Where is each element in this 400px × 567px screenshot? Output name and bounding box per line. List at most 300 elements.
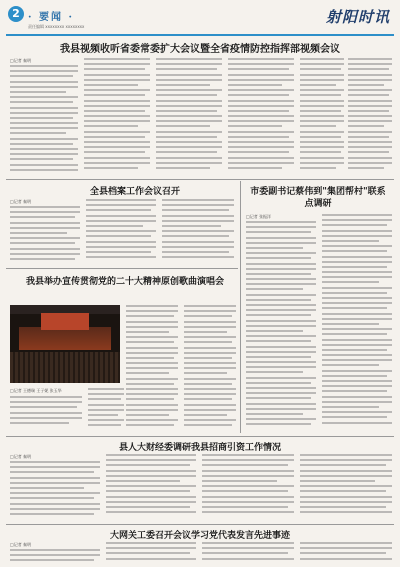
body-text-line bbox=[348, 131, 392, 133]
body-text-line bbox=[86, 204, 156, 206]
body-text-line bbox=[300, 162, 344, 164]
body-text-line bbox=[300, 496, 392, 498]
body-text-line bbox=[322, 411, 392, 413]
body-text-line bbox=[202, 511, 294, 513]
article-byline: □记者 秦明 bbox=[10, 454, 32, 459]
body-text-line bbox=[10, 127, 78, 129]
body-text-line bbox=[300, 501, 392, 503]
body-text-line bbox=[126, 367, 178, 369]
body-text-line bbox=[322, 370, 392, 372]
body-text-line bbox=[228, 79, 294, 81]
article-body bbox=[300, 58, 344, 176]
audience bbox=[10, 352, 120, 383]
body-text-line bbox=[156, 84, 210, 86]
body-text-line bbox=[184, 326, 236, 328]
body-text-line bbox=[246, 314, 311, 316]
body-text-line bbox=[126, 305, 178, 307]
body-text-line bbox=[322, 276, 392, 278]
body-text-line bbox=[156, 136, 217, 138]
article-body bbox=[10, 461, 100, 521]
stage-screen bbox=[41, 313, 89, 330]
body-text-line bbox=[184, 310, 236, 312]
body-text-line bbox=[228, 167, 282, 169]
body-text-line bbox=[322, 224, 387, 226]
article-headline: 我县视频收听省委常委扩大会议暨全省疫情防控指挥部视频会议 bbox=[60, 44, 340, 55]
body-text-line bbox=[300, 115, 344, 117]
body-text-line bbox=[228, 157, 294, 159]
body-text-line bbox=[106, 485, 196, 487]
body-text-line bbox=[126, 393, 178, 395]
body-text-line bbox=[84, 141, 150, 143]
body-text-line bbox=[202, 552, 288, 554]
body-text-line bbox=[10, 242, 75, 244]
body-text-line bbox=[10, 466, 100, 468]
body-text-line bbox=[84, 110, 145, 112]
body-text-line bbox=[184, 315, 232, 317]
body-text-line bbox=[10, 138, 78, 140]
body-text-line bbox=[300, 547, 392, 549]
body-text-line bbox=[322, 313, 392, 315]
body-text-line bbox=[106, 480, 180, 482]
body-text-line bbox=[246, 418, 316, 420]
body-text-line bbox=[126, 404, 178, 406]
body-text-line bbox=[322, 422, 392, 424]
body-text-line bbox=[246, 283, 316, 285]
body-text-line bbox=[126, 414, 169, 416]
body-text-line bbox=[156, 125, 210, 127]
body-text-line bbox=[10, 122, 78, 124]
body-text-line bbox=[202, 464, 288, 466]
body-text-line bbox=[156, 89, 222, 91]
body-text-line bbox=[322, 416, 387, 418]
body-text-line bbox=[300, 100, 344, 102]
body-text-line bbox=[10, 206, 80, 208]
body-text-line bbox=[322, 333, 387, 335]
article-body bbox=[106, 542, 196, 565]
body-text-line bbox=[84, 94, 145, 96]
body-text-line bbox=[202, 454, 294, 456]
body-text-line bbox=[84, 120, 150, 122]
body-text-line bbox=[246, 382, 311, 384]
body-text-line bbox=[184, 357, 232, 359]
body-text-line bbox=[10, 508, 100, 510]
body-text-line bbox=[246, 392, 316, 394]
body-text-line bbox=[322, 344, 392, 346]
body-text-line bbox=[86, 215, 156, 217]
body-text-line bbox=[322, 214, 392, 216]
body-text-line bbox=[162, 204, 234, 206]
body-text-line bbox=[322, 230, 392, 232]
body-text-line bbox=[202, 547, 294, 549]
body-text-line bbox=[228, 74, 294, 76]
section-name: · 要闻 · bbox=[28, 12, 74, 23]
body-text-line bbox=[106, 511, 196, 513]
body-text-line bbox=[10, 253, 80, 255]
body-text-line bbox=[10, 559, 94, 561]
body-text-line bbox=[300, 84, 336, 86]
body-text-line bbox=[10, 406, 77, 408]
divider bbox=[240, 181, 241, 433]
body-text-line bbox=[184, 352, 236, 354]
body-text-line bbox=[246, 247, 303, 249]
divider bbox=[6, 524, 394, 525]
stage bbox=[19, 327, 111, 350]
body-text-line bbox=[322, 406, 379, 408]
body-text-line bbox=[322, 375, 387, 377]
body-text-line bbox=[246, 330, 303, 332]
body-text-line bbox=[322, 380, 392, 382]
page-number-badge: 2 bbox=[8, 6, 24, 22]
body-text-line bbox=[348, 79, 392, 81]
body-text-line bbox=[184, 331, 227, 333]
body-text-line bbox=[10, 211, 80, 213]
body-text-line bbox=[86, 251, 151, 253]
body-text-line bbox=[86, 199, 156, 201]
body-text-line bbox=[162, 225, 221, 227]
body-text-line bbox=[156, 141, 222, 143]
body-text-line bbox=[162, 230, 234, 232]
body-text-line bbox=[106, 542, 196, 544]
article-body bbox=[10, 65, 78, 177]
body-text-line bbox=[348, 63, 392, 65]
article-headline bbox=[246, 186, 390, 210]
body-text-line bbox=[126, 362, 178, 364]
body-text-line bbox=[10, 227, 80, 229]
body-text-line bbox=[10, 487, 84, 489]
body-text-line bbox=[126, 326, 178, 328]
body-text-line bbox=[84, 167, 138, 169]
body-text-line bbox=[156, 167, 210, 169]
body-text-line bbox=[162, 251, 229, 253]
body-text-line bbox=[348, 125, 384, 127]
masthead-rule bbox=[6, 34, 394, 36]
body-text-line bbox=[156, 151, 217, 153]
body-text-line bbox=[184, 414, 227, 416]
body-text-line bbox=[322, 349, 387, 351]
body-text-line bbox=[300, 125, 336, 127]
body-text-line bbox=[300, 167, 336, 169]
body-text-line bbox=[86, 209, 151, 211]
body-text-line bbox=[126, 352, 178, 354]
body-text-line bbox=[300, 89, 344, 91]
body-text-line bbox=[246, 299, 311, 301]
body-text-line bbox=[126, 321, 178, 323]
body-text-line bbox=[184, 321, 236, 323]
body-text-line bbox=[84, 68, 145, 70]
article-body bbox=[246, 221, 316, 429]
body-text-line bbox=[348, 167, 384, 169]
body-text-line bbox=[184, 398, 232, 400]
body-text-line bbox=[162, 199, 234, 201]
body-text-line bbox=[126, 424, 174, 426]
body-text-line bbox=[300, 542, 392, 544]
body-text-line bbox=[246, 320, 316, 322]
body-text-line bbox=[10, 75, 73, 77]
body-text-line bbox=[156, 74, 222, 76]
body-text-line bbox=[322, 396, 392, 398]
body-text-line bbox=[184, 367, 236, 369]
body-text-line bbox=[348, 58, 392, 60]
body-text-line bbox=[228, 151, 289, 153]
body-text-line bbox=[228, 141, 294, 143]
body-text-line bbox=[156, 157, 222, 159]
article-headline: 大网关工委召开会议学习党代表发言先进事迹 bbox=[109, 531, 290, 541]
body-text-line bbox=[322, 385, 392, 387]
body-text-line bbox=[246, 263, 316, 265]
body-text-line bbox=[246, 397, 311, 399]
body-text-line bbox=[156, 94, 217, 96]
body-text-line bbox=[322, 281, 379, 283]
body-text-line bbox=[84, 162, 150, 164]
body-text-line bbox=[246, 231, 311, 233]
body-text-line bbox=[84, 79, 150, 81]
body-text-line bbox=[300, 74, 344, 76]
body-text-line bbox=[126, 341, 174, 343]
body-text-line bbox=[348, 89, 392, 91]
body-text-line bbox=[10, 396, 82, 398]
body-text-line bbox=[246, 413, 303, 415]
body-text-line bbox=[106, 459, 196, 461]
body-text-line bbox=[322, 261, 392, 263]
body-text-line bbox=[10, 513, 94, 515]
body-text-line bbox=[184, 404, 236, 406]
body-text-line bbox=[228, 100, 294, 102]
body-text-line bbox=[322, 271, 392, 273]
body-text-line bbox=[162, 256, 234, 258]
article-body bbox=[10, 549, 100, 565]
body-text-line bbox=[228, 63, 294, 65]
body-text-line bbox=[162, 215, 234, 217]
body-text-line bbox=[300, 470, 392, 472]
body-text-line bbox=[10, 237, 80, 239]
body-text-line bbox=[246, 340, 311, 342]
body-text-line bbox=[300, 79, 344, 81]
body-text-line bbox=[184, 341, 232, 343]
body-text-line bbox=[88, 388, 124, 390]
body-text-line bbox=[126, 419, 178, 421]
body-text-line bbox=[300, 480, 375, 482]
article-headline: 县人大财经委调研我县招商引资工作情况 bbox=[118, 443, 281, 453]
body-text-line bbox=[10, 497, 94, 499]
article-body bbox=[106, 454, 196, 521]
body-text-line bbox=[300, 146, 344, 148]
body-text-line bbox=[126, 378, 178, 380]
body-text-line bbox=[84, 100, 150, 102]
body-text-line bbox=[10, 461, 100, 463]
body-text-line bbox=[156, 162, 222, 164]
body-text-line bbox=[246, 423, 311, 425]
body-text-line bbox=[88, 419, 124, 421]
body-text-line bbox=[300, 511, 392, 513]
article-headline bbox=[14, 276, 236, 288]
body-text-line bbox=[184, 383, 232, 385]
body-text-line bbox=[10, 91, 66, 93]
body-text-line bbox=[126, 310, 178, 312]
article-byline: □记者 秦明 bbox=[10, 58, 32, 63]
body-text-line bbox=[10, 422, 69, 424]
body-text-line bbox=[84, 105, 150, 107]
body-text-line bbox=[84, 115, 150, 117]
body-text-line bbox=[228, 131, 294, 133]
body-text-line bbox=[322, 235, 392, 237]
body-text-line bbox=[322, 401, 392, 403]
body-text-line bbox=[300, 141, 344, 143]
body-text-line bbox=[228, 58, 294, 60]
body-text-line bbox=[202, 480, 277, 482]
body-text-line bbox=[228, 84, 282, 86]
body-text-line bbox=[86, 235, 151, 237]
article-body bbox=[202, 454, 294, 521]
body-text-line bbox=[322, 287, 392, 289]
body-text-line bbox=[228, 162, 294, 164]
headline-text: 我县举办宣传贯彻党的二十大精神原创歌曲演唱会 bbox=[25, 277, 224, 287]
body-text-line bbox=[88, 398, 121, 400]
editor-line: 责任编辑 xxxxxxxx xxxxxxxx bbox=[28, 24, 85, 29]
body-text-line bbox=[106, 558, 196, 560]
body-text-line bbox=[202, 470, 294, 472]
body-text-line bbox=[348, 115, 392, 117]
body-text-line bbox=[300, 94, 341, 96]
body-text-line bbox=[246, 335, 316, 337]
body-text-line bbox=[106, 506, 190, 508]
body-text-line bbox=[348, 146, 392, 148]
body-text-line bbox=[300, 464, 386, 466]
body-text-line bbox=[228, 110, 289, 112]
article-body bbox=[228, 58, 294, 176]
body-text-line bbox=[300, 490, 386, 492]
body-text-line bbox=[162, 220, 234, 222]
body-text-line bbox=[202, 459, 294, 461]
masthead bbox=[6, 6, 394, 34]
body-text-line bbox=[322, 339, 392, 341]
body-text-line bbox=[202, 496, 294, 498]
body-text-line bbox=[10, 232, 67, 234]
body-text-line bbox=[322, 256, 392, 258]
body-text-line bbox=[10, 482, 100, 484]
body-text-line bbox=[184, 388, 236, 390]
body-text-line bbox=[246, 226, 316, 228]
article-byline: □记者 秦明 bbox=[10, 542, 32, 547]
body-text-line bbox=[202, 485, 294, 487]
article-byline: □记者 秦明 bbox=[10, 199, 32, 204]
body-text-line bbox=[184, 409, 236, 411]
body-text-line bbox=[322, 297, 392, 299]
body-text-line bbox=[156, 120, 222, 122]
body-text-line bbox=[322, 390, 387, 392]
divider bbox=[6, 268, 238, 269]
article-body bbox=[300, 454, 392, 521]
body-text-line bbox=[10, 148, 78, 150]
article-body bbox=[126, 305, 178, 432]
body-text-line bbox=[246, 294, 316, 296]
body-text-line bbox=[156, 63, 222, 65]
body-text-line bbox=[300, 151, 341, 153]
body-text-line bbox=[246, 325, 316, 327]
article-headline: 全县档案工作会议召开 bbox=[89, 187, 180, 197]
body-text-line bbox=[300, 131, 344, 133]
body-text-line bbox=[322, 266, 387, 268]
body-text-line bbox=[156, 146, 222, 148]
body-text-line bbox=[202, 506, 288, 508]
body-text-line bbox=[322, 318, 392, 320]
body-text-line bbox=[84, 74, 150, 76]
body-text-line bbox=[228, 136, 289, 138]
article-body bbox=[10, 396, 82, 432]
body-text-line bbox=[246, 221, 316, 223]
body-text-line bbox=[228, 146, 294, 148]
body-text-line bbox=[10, 164, 78, 166]
article-body bbox=[86, 199, 156, 264]
body-text-line bbox=[126, 357, 174, 359]
body-text-line bbox=[156, 131, 222, 133]
article-body bbox=[322, 214, 392, 429]
body-text-line bbox=[10, 471, 94, 473]
divider bbox=[6, 179, 394, 180]
body-text-line bbox=[348, 141, 392, 143]
body-text-line bbox=[10, 107, 78, 109]
body-text-line bbox=[322, 307, 387, 309]
body-text-line bbox=[156, 115, 222, 117]
body-text-line bbox=[228, 125, 282, 127]
body-text-line bbox=[86, 246, 156, 248]
body-text-line bbox=[106, 501, 196, 503]
body-text-line bbox=[126, 372, 169, 374]
body-text-line bbox=[300, 120, 344, 122]
body-text-line bbox=[246, 366, 316, 368]
body-text-line bbox=[126, 409, 178, 411]
body-text-line bbox=[246, 387, 316, 389]
body-text-line bbox=[202, 490, 288, 492]
body-text-line bbox=[348, 157, 392, 159]
body-text-line bbox=[300, 136, 341, 138]
article-body bbox=[348, 58, 392, 176]
body-text-line bbox=[10, 86, 78, 88]
body-text-line bbox=[84, 58, 150, 60]
body-text-line bbox=[162, 235, 229, 237]
body-text-line bbox=[88, 393, 124, 395]
body-text-line bbox=[184, 305, 236, 307]
body-text-line bbox=[300, 110, 341, 112]
body-text-line bbox=[348, 151, 389, 153]
body-text-line bbox=[84, 131, 150, 133]
body-text-line bbox=[126, 331, 169, 333]
body-text-line bbox=[86, 230, 156, 232]
body-text-line bbox=[322, 354, 392, 356]
body-text-line bbox=[228, 115, 294, 117]
body-text-line bbox=[10, 153, 78, 155]
body-text-line bbox=[156, 100, 222, 102]
body-text-line bbox=[246, 361, 316, 363]
body-text-line bbox=[202, 558, 294, 560]
body-text-line bbox=[86, 256, 156, 258]
body-text-line bbox=[246, 252, 316, 254]
body-text-line bbox=[84, 63, 150, 65]
body-text-line bbox=[300, 485, 392, 487]
body-text-line bbox=[184, 424, 232, 426]
body-text-line bbox=[300, 506, 386, 508]
body-text-line bbox=[86, 225, 143, 227]
body-text-line bbox=[184, 378, 236, 380]
body-text-line bbox=[10, 101, 73, 103]
body-text-line bbox=[348, 74, 392, 76]
body-text-line bbox=[300, 157, 344, 159]
body-text-line bbox=[86, 241, 156, 243]
body-text-line bbox=[10, 65, 78, 67]
divider bbox=[6, 436, 394, 437]
body-text-line bbox=[156, 68, 217, 70]
body-text-line bbox=[246, 356, 311, 358]
body-text-line bbox=[162, 241, 234, 243]
